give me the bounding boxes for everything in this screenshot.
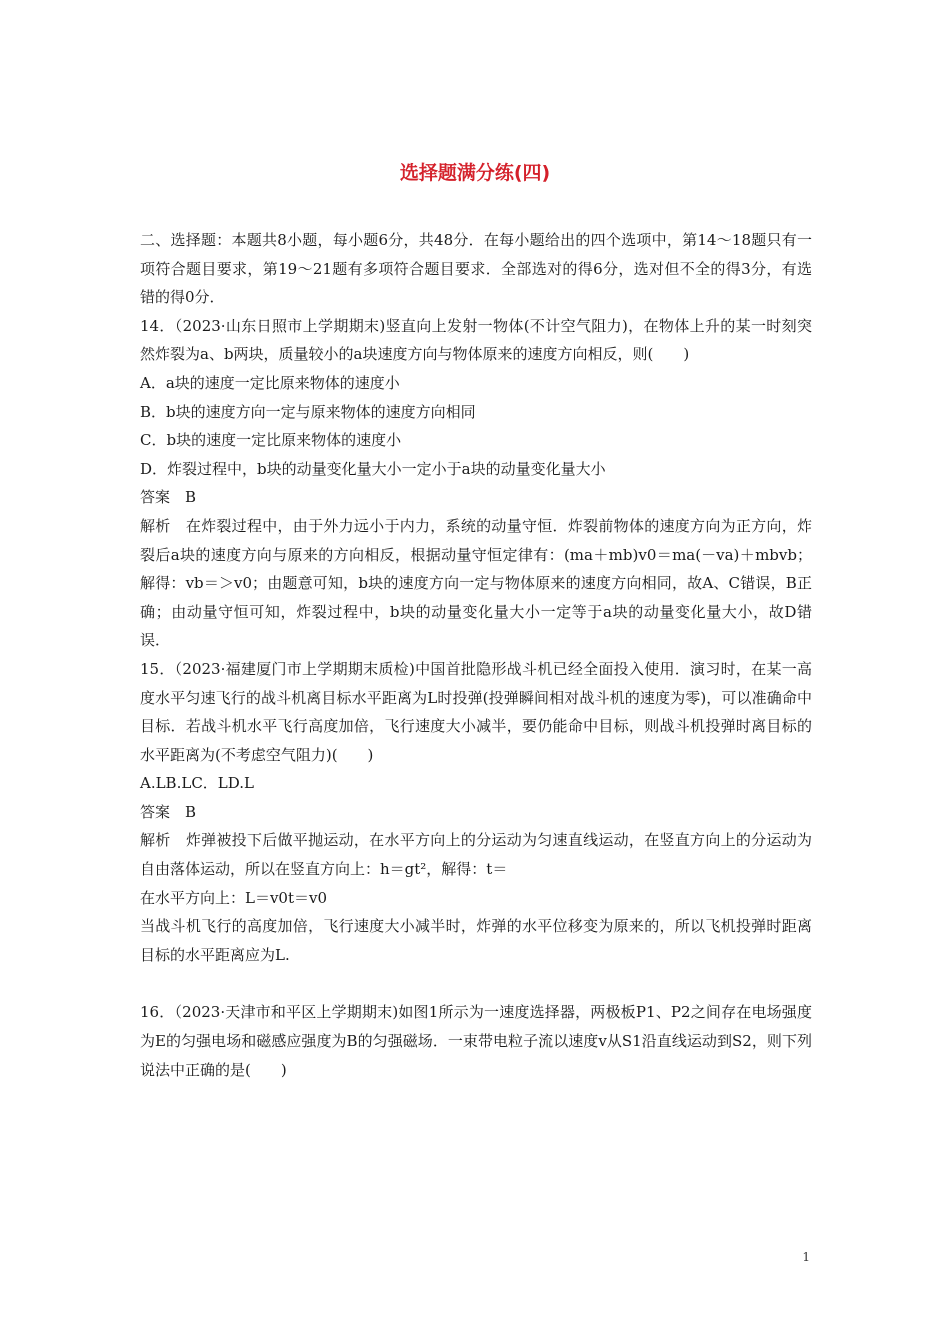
question-14-option-b: B．b块的速度方向一定与原来物体的速度方向相同: [140, 402, 476, 421]
question-15-analysis-1: 解析 炸弹被投下后做平抛运动，在水平方向上的分运动为匀速直线运动，在竖直方向上的分运动为自由落体运动，所以在竖直方向上：h＝gt²，解得：t＝: [140, 831, 812, 879]
question-14-option-d: D．炸裂过程中，b块的动量变化量大小一定小于a块的动量变化量大小: [140, 459, 606, 478]
question-14-answer: 答案 B: [140, 488, 197, 507]
page-title: 选择题满分练(四): [399, 162, 551, 184]
question-14-option-a: A．a块的速度一定比原来物体的速度小: [140, 373, 400, 392]
paragraph-gap: [140, 969, 812, 998]
question-15-stem: 15．（2023·福建厦门市上学期期末质检)中国首批隐形战斗机已经全面投入使用．演习时，在某一高度水平匀速飞行的战斗机离目标水平距离为L时投弹(投弹瞬间相对战斗机的速度为零)，可以准确命中目标．若战斗机水平飞行高度加倍，飞行速度大小减半，要仍能命中目标，则战斗机投弹时离目标的水平距离为(不考虑空气阻力)( ): [140, 659, 812, 764]
question-15-analysis-2: 在水平方向上：L＝v0t＝v0: [140, 888, 328, 907]
document-body: [140, 226, 812, 1084]
question-15-options: A.LB.LC．LD.L: [140, 774, 254, 793]
question-14-analysis: 解析 在炸裂过程中，由于外力远小于内力，系统的动量守恒．炸裂前物体的速度方向为正方向，炸裂后a块的速度方向与原来的方向相反，根据动量守恒定律有：(ma＋mb)v0＝ma(－va)＋mbvb；解得：vb＝＞v0；由题意可知，b块的速度方向一定与物体原来的速度方向相同，故A、C错误，B正确；由动量守恒可知，炸裂过程中，b块的动量变化量大小一定等于a块的动量变化量大小，故D错误．: [140, 516, 812, 650]
section-instructions: 二、选择题：本题共8小题，每小题6分，共48分．在每小题给出的四个选项中，第14～18题只有一项符合题目要求，第19～21题有多项符合题目要求．全部选对的得6分，选对但不全的得3分，有选错的得0分．: [140, 231, 812, 307]
question-14-stem: 14．（2023·山东日照市上学期期末)竖直向上发射一物体(不计空气阻力)，在物体上升的某一时刻突然炸裂为a、b两块，质量较小的a块速度方向与物体原来的速度方向相反，则( ): [140, 316, 812, 364]
question-16-stem: 16．（2023·天津市和平区上学期期末)如图1所示为一速度选择器，两极板P1、P2之间存在电场强度为E的匀强电场和磁感应强度为B的匀强磁场．一束带电粒子流以速度v从S1沿直线运动到S2，则下列说法中正确的是( ): [140, 1003, 812, 1079]
page-number: 1: [802, 1250, 810, 1264]
question-14-option-c: C．b块的速度一定比原来物体的速度小: [140, 431, 402, 450]
question-15-answer: 答案 B: [140, 802, 197, 821]
question-15-analysis-3: 当战斗机飞行的高度加倍，飞行速度大小减半时，炸弹的水平位移变为原来的，所以飞机投弹时距离目标的水平距离应为L.: [140, 917, 812, 964]
